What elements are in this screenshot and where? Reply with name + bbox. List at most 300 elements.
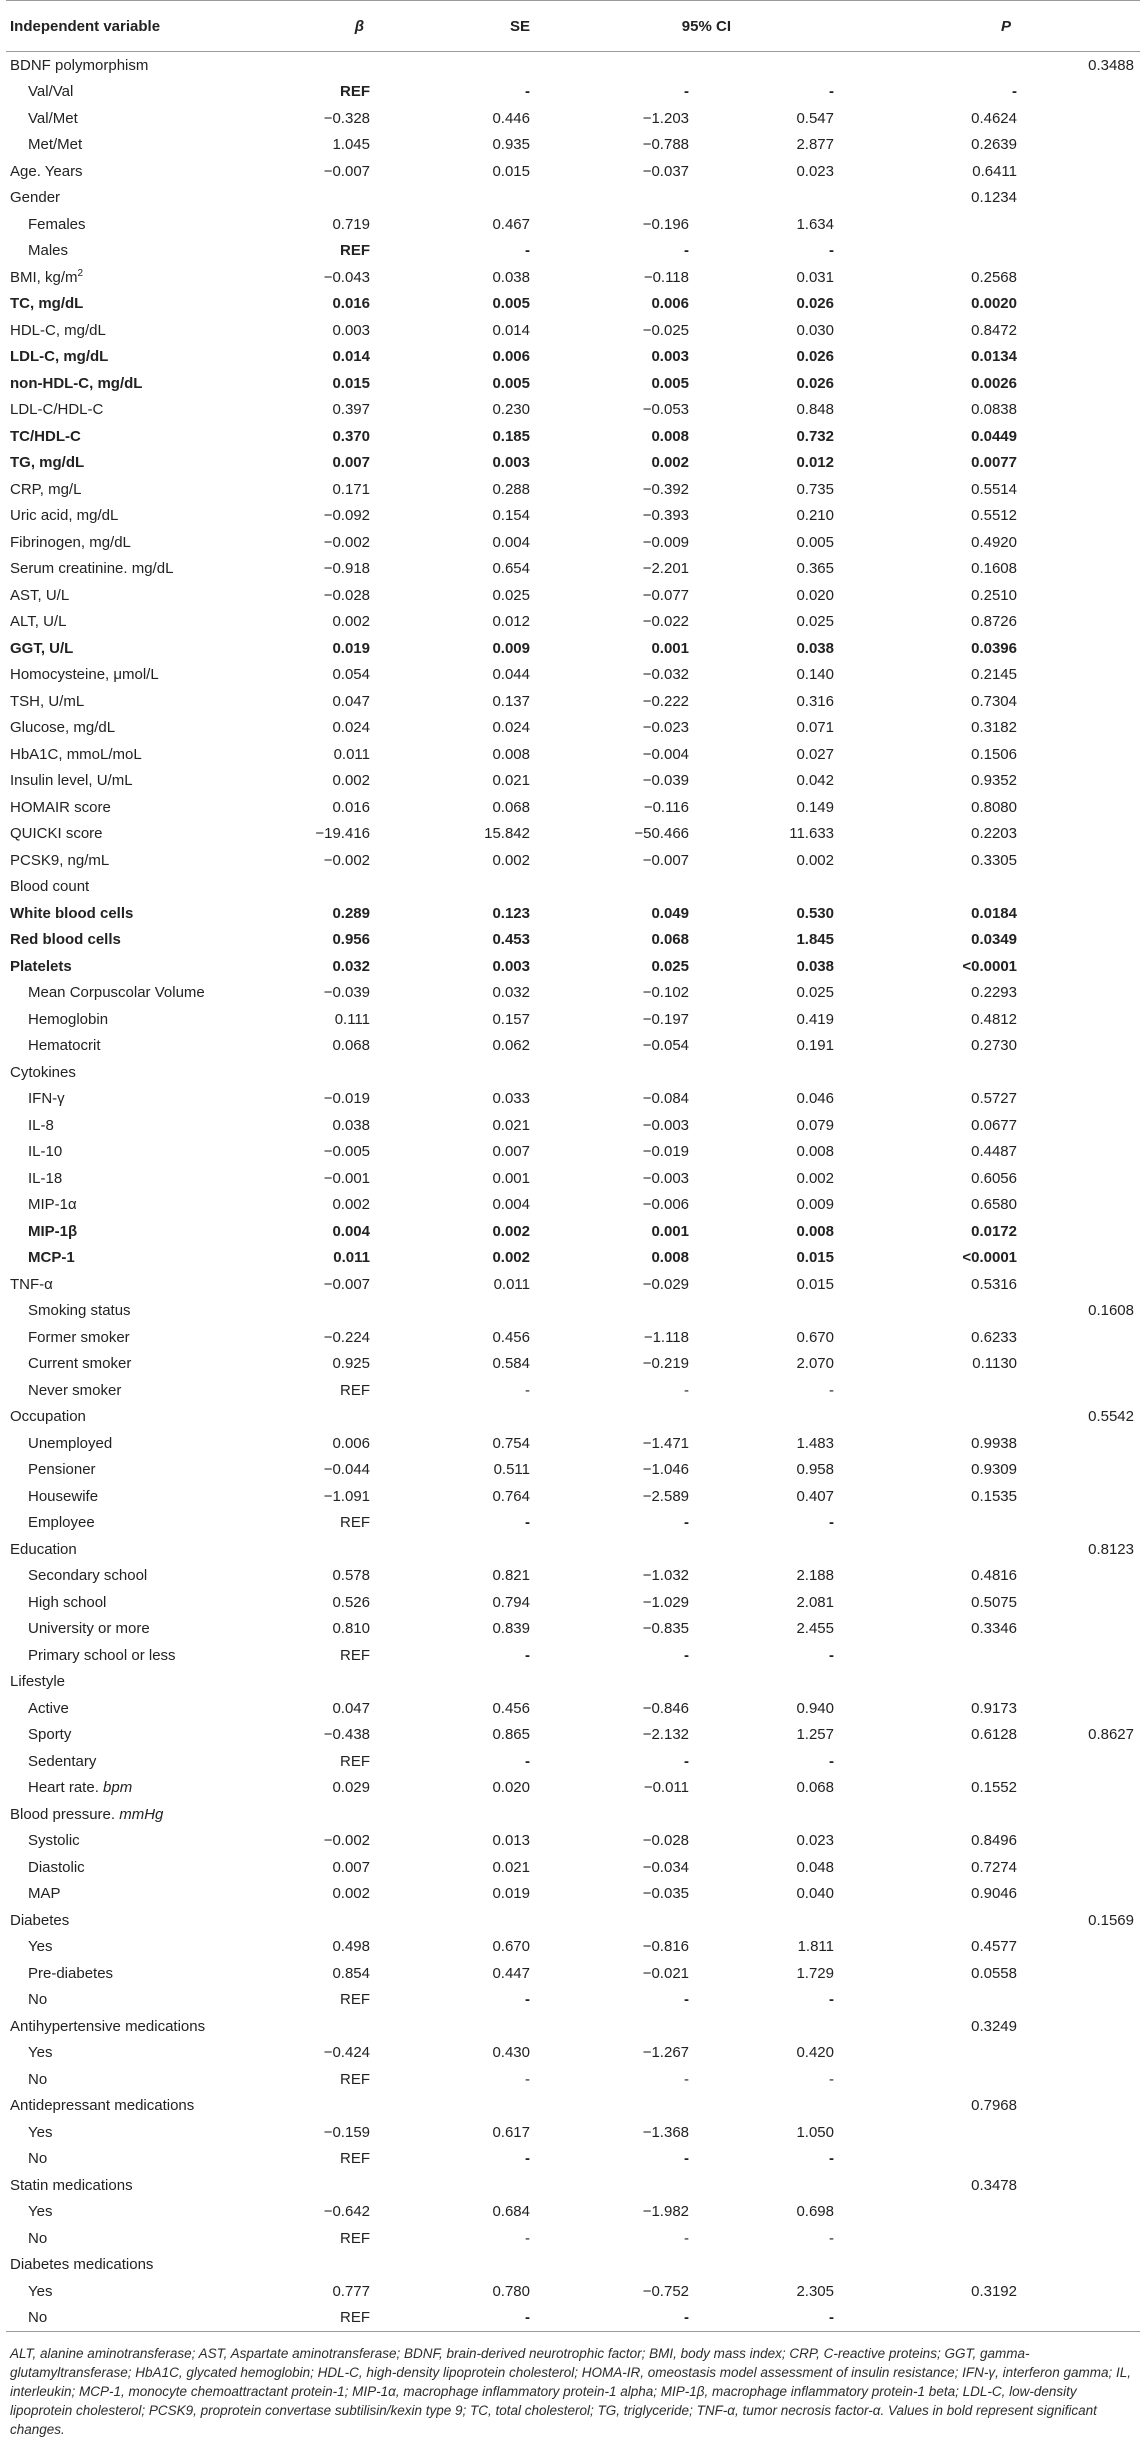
header-p: P — [1000, 17, 1011, 35]
cell-p-value: 0.3192 — [971, 2282, 1017, 2300]
table-row — [6, 1695, 1140, 1722]
table-row — [6, 79, 1140, 106]
cell-ci-upper: 0.670 — [796, 1328, 834, 1346]
table-row — [6, 2146, 1140, 2173]
cell-ci-upper: 0.698 — [796, 2203, 834, 2221]
cell-p-overall — [1061, 1616, 1140, 1643]
cell-p-value: <0.0001 — [962, 1249, 1017, 1267]
cell-ci-lower: −0.034 — [642, 1858, 689, 1876]
cell-p-overall — [1061, 1139, 1140, 1166]
row-label-text: Yes — [28, 2203, 53, 2221]
table-row — [6, 556, 1140, 583]
cell-p-overall — [1061, 2172, 1140, 2199]
cell-ci-upper: 0.068 — [796, 1779, 834, 1797]
cell-ci-upper: 0.210 — [796, 507, 834, 525]
cell-ci-lower: 0.003 — [651, 348, 689, 366]
row-label — [6, 874, 297, 901]
cell-p-overall — [1061, 1430, 1140, 1457]
row-label — [6, 1854, 297, 1881]
row-label-text: Yes — [28, 2044, 53, 2062]
cell-p-overall — [1061, 2013, 1140, 2040]
cell-se: - — [525, 1752, 530, 1770]
cell-p-overall — [1061, 953, 1140, 980]
cell-p-overall — [1061, 1695, 1140, 1722]
cell-p-value: 0.8726 — [971, 613, 1017, 631]
cell-p-value: 0.4920 — [971, 533, 1017, 551]
cell-se: - — [525, 2070, 530, 2088]
cell-se: 0.839 — [492, 1620, 530, 1638]
cell-beta: −0.642 — [323, 2203, 370, 2221]
cell-se: 0.011 — [493, 1275, 530, 1293]
cell-se: 0.025 — [492, 586, 530, 604]
cell-ci-upper: 0.002 — [796, 1169, 834, 1187]
cell-beta: 0.719 — [332, 215, 370, 233]
cell-p-overall — [1061, 397, 1140, 424]
row-label — [6, 1192, 297, 1219]
row-label — [6, 503, 297, 530]
cell-se: 0.185 — [492, 427, 530, 445]
cell-beta: −0.002 — [323, 1832, 370, 1850]
cell-p-value: 0.1506 — [971, 745, 1017, 763]
row-label — [6, 1245, 297, 1272]
row-label-superscript: 2 — [77, 267, 84, 279]
cell-ci-lower: −0.021 — [642, 1964, 689, 1982]
table-row — [6, 1801, 1140, 1828]
cell-beta — [297, 874, 414, 901]
cell-p-overall — [1061, 609, 1140, 636]
cell-se: 0.021 — [492, 1116, 530, 1134]
table-row — [6, 158, 1140, 185]
table-row — [6, 1430, 1140, 1457]
cell-se: 0.014 — [492, 321, 530, 339]
cell-p-value — [886, 1059, 1061, 1086]
row-label-text: MAP — [28, 1885, 61, 1903]
table-row — [6, 1934, 1140, 1961]
row-label-text: IL-8 — [28, 1116, 54, 1134]
row-label — [6, 1112, 297, 1139]
cell-ci-lower: - — [684, 1514, 689, 1532]
header-ci-upper — [731, 1, 886, 52]
cell-ci-upper: 0.079 — [796, 1116, 834, 1134]
row-label-text: Females — [28, 215, 86, 233]
cell-p-value — [886, 1669, 1061, 1696]
table-row — [6, 2040, 1140, 2067]
row-label-text: Antidepressant medications — [10, 2097, 195, 2115]
row-label — [6, 1695, 297, 1722]
cell-p-value — [886, 238, 1061, 265]
cell-ci-upper: 0.958 — [796, 1461, 834, 1479]
cell-se: - — [525, 83, 530, 101]
cell-p-overall — [1061, 1192, 1140, 1219]
cell-se: 0.008 — [492, 745, 530, 763]
cell-p-overall — [1061, 2093, 1140, 2120]
cell-se: 0.002 — [492, 1222, 530, 1240]
regression-table — [6, 1, 1140, 2332]
cell-se: - — [525, 1381, 530, 1399]
row-label-text: Systolic — [28, 1832, 80, 1850]
cell-p-overall — [1061, 529, 1140, 556]
cell-ci-upper: 2.877 — [796, 136, 834, 154]
cell-beta: −0.039 — [323, 984, 370, 1002]
cell-p-overall — [1061, 344, 1140, 371]
cell-p-overall — [1061, 1669, 1140, 1696]
cell-beta: 0.289 — [332, 904, 370, 922]
cell-p-overall — [1061, 582, 1140, 609]
cell-beta: 0.002 — [332, 1885, 370, 1903]
row-label — [6, 953, 297, 980]
table-row — [6, 1669, 1140, 1696]
row-label — [6, 370, 297, 397]
cell-ci-lower: - — [684, 83, 689, 101]
cell-p-value: 0.3478 — [971, 2176, 1017, 2194]
cell-beta: 0.068 — [332, 1037, 370, 1055]
cell-beta — [297, 1801, 414, 1828]
row-label — [6, 927, 297, 954]
cell-p-overall — [1061, 105, 1140, 132]
table-row — [6, 423, 1140, 450]
table-row — [6, 132, 1140, 159]
cell-p-overall — [1061, 1324, 1140, 1351]
table-row — [6, 1192, 1140, 1219]
row-label-text: Secondary school — [28, 1567, 148, 1585]
table-row — [6, 1457, 1140, 1484]
row-label-text: Met/Met — [28, 136, 83, 154]
table-row — [6, 1563, 1140, 1590]
cell-p-value: 0.0134 — [971, 348, 1017, 366]
cell-ci-lower: −0.084 — [642, 1090, 689, 1108]
cell-ci-lower: −0.816 — [642, 1938, 689, 1956]
cell-ci-upper: 2.070 — [796, 1355, 834, 1373]
cell-se: - — [525, 1514, 530, 1532]
row-label-text: Serum creatinine. mg/dL — [10, 560, 174, 578]
cell-beta: 0.397 — [332, 401, 370, 419]
row-label-text: No — [28, 2309, 48, 2327]
row-label-text: Yes — [28, 2282, 53, 2300]
cell-beta: 0.956 — [332, 931, 370, 949]
cell-se: - — [525, 1646, 530, 1664]
cell-p-overall: 0.8627 — [1088, 1726, 1134, 1744]
row-label — [6, 2252, 297, 2279]
cell-beta: −0.043 — [323, 268, 370, 286]
table-row — [6, 1987, 1140, 2014]
row-label — [6, 476, 297, 503]
row-label — [6, 2040, 297, 2067]
table-row — [6, 317, 1140, 344]
cell-p-overall — [1061, 79, 1140, 106]
cell-p-overall — [1061, 1960, 1140, 1987]
row-label-text: LDL-C/HDL-C — [10, 401, 104, 419]
row-label — [6, 1563, 297, 1590]
row-label-text: MIP-1α — [28, 1196, 77, 1214]
cell-ci-upper — [731, 1669, 886, 1696]
cell-p-value: 0.0026 — [971, 374, 1017, 392]
cell-p-overall — [1061, 1006, 1140, 1033]
cell-ci-lower: −0.023 — [642, 719, 689, 737]
cell-ci-upper: 0.027 — [796, 745, 834, 763]
cell-ci-lower: −0.846 — [642, 1699, 689, 1717]
cell-p-overall: 0.8123 — [1088, 1540, 1134, 1558]
table-header-row — [6, 1, 1140, 52]
row-label-text: Diastolic — [28, 1858, 85, 1876]
cell-beta: −0.005 — [323, 1143, 370, 1161]
cell-p-overall — [1061, 1828, 1140, 1855]
cell-se: 0.123 — [492, 904, 530, 922]
cell-se: 0.821 — [492, 1567, 530, 1585]
cell-ci-upper: 0.038 — [796, 639, 834, 657]
cell-ci-lower: −2.201 — [642, 560, 689, 578]
row-label — [6, 609, 297, 636]
row-label — [6, 1642, 297, 1669]
cell-ci-upper: - — [829, 2150, 834, 2168]
row-label-text: Housewife — [28, 1487, 99, 1505]
cell-se: 0.780 — [492, 2282, 530, 2300]
cell-beta: 0.925 — [332, 1355, 370, 1373]
row-label — [6, 344, 297, 371]
cell-p-overall — [1061, 2252, 1140, 2279]
cell-p-value — [886, 1404, 1061, 1431]
cell-se: 0.002 — [492, 1249, 530, 1267]
cell-beta — [297, 52, 414, 79]
cell-beta — [297, 1907, 414, 1934]
cell-se: 0.794 — [492, 1593, 530, 1611]
cell-ci-lower: −1.032 — [642, 1567, 689, 1585]
cell-ci-lower: −0.009 — [642, 533, 689, 551]
row-label-text: BMI, kg/m — [10, 268, 78, 286]
row-label — [6, 1775, 297, 1802]
cell-p-value: 0.9046 — [971, 1885, 1017, 1903]
cell-ci-upper — [731, 52, 886, 79]
cell-p-overall — [1061, 1589, 1140, 1616]
cell-beta: 0.047 — [332, 692, 370, 710]
cell-ci-upper: 0.008 — [796, 1143, 834, 1161]
cell-ci-upper: 0.002 — [796, 851, 834, 869]
cell-p-value — [886, 1536, 1061, 1563]
cell-se: 0.584 — [492, 1355, 530, 1373]
row-label-text: Homocysteine, μmol/L — [10, 666, 159, 684]
cell-ci-upper — [731, 2093, 886, 2120]
row-label-text: IL-10 — [28, 1143, 63, 1161]
cell-beta: 0.578 — [332, 1567, 370, 1585]
cell-ci-lower: 0.001 — [651, 639, 689, 657]
row-label-text: TSH, U/mL — [10, 692, 85, 710]
cell-p-value: 0.3249 — [971, 2017, 1017, 2035]
cell-p-overall: 0.1569 — [1088, 1911, 1134, 1929]
cell-ci-lower: - — [684, 1752, 689, 1770]
cell-p-overall — [1061, 741, 1140, 768]
row-label — [6, 529, 297, 556]
row-label-text: Employee — [28, 1514, 95, 1532]
cell-p-overall — [1061, 291, 1140, 318]
table-row — [6, 2199, 1140, 2226]
cell-p-overall: 0.5542 — [1088, 1408, 1134, 1426]
table-row — [6, 2172, 1140, 2199]
cell-ci-upper: 0.026 — [796, 295, 834, 313]
row-label-text: AST, U/L — [10, 586, 70, 604]
row-label-text: Fibrinogen, mg/dL — [10, 533, 131, 551]
cell-se — [414, 1801, 572, 1828]
table-row — [6, 1960, 1140, 1987]
cell-ci-lower: −1.471 — [642, 1434, 689, 1452]
table-row — [6, 794, 1140, 821]
table-row — [6, 476, 1140, 503]
header-independent-variable: Independent variable — [10, 17, 161, 35]
cell-ci-lower — [572, 1059, 731, 1086]
cell-ci-upper: - — [829, 1514, 834, 1532]
cell-p-value — [886, 2040, 1061, 2067]
table-row — [6, 2093, 1140, 2120]
row-label-text: HDL-C, mg/dL — [10, 321, 106, 339]
cell-ci-upper: 0.071 — [796, 719, 834, 737]
cell-ci-lower: −1.368 — [642, 2123, 689, 2141]
cell-se: 0.021 — [492, 772, 530, 790]
row-label — [6, 1165, 297, 1192]
cell-ci-lower: −0.222 — [642, 692, 689, 710]
cell-se: 0.062 — [492, 1037, 530, 1055]
row-label — [6, 1960, 297, 1987]
cell-ci-lower: −0.077 — [642, 586, 689, 604]
cell-ci-lower: −0.003 — [642, 1169, 689, 1187]
cell-beta: 0.007 — [332, 454, 370, 472]
cell-ci-lower: −0.019 — [642, 1143, 689, 1161]
table-row — [6, 1510, 1140, 1537]
row-label-text: Uric acid, mg/dL — [10, 507, 119, 525]
cell-se: 0.670 — [492, 1938, 530, 1956]
cell-p-value: 0.1535 — [971, 1487, 1017, 1505]
cell-p-value: <0.0001 — [962, 957, 1017, 975]
cell-se — [414, 185, 572, 212]
table-row — [6, 768, 1140, 795]
row-label — [6, 821, 297, 848]
table-row — [6, 2066, 1140, 2093]
cell-beta: −0.918 — [323, 560, 370, 578]
row-label — [6, 1218, 297, 1245]
cell-ci-lower: −1.982 — [642, 2203, 689, 2221]
cell-beta: 0.498 — [332, 1938, 370, 1956]
row-label-text: Pensioner — [28, 1461, 96, 1479]
cell-ci-upper: 0.048 — [796, 1858, 834, 1876]
cell-ci-upper — [731, 185, 886, 212]
cell-se — [414, 1059, 572, 1086]
cell-ci-lower: −0.007 — [642, 851, 689, 869]
cell-beta: REF — [340, 1646, 370, 1664]
row-label-text: Occupation — [10, 1408, 86, 1426]
cell-p-overall — [1061, 662, 1140, 689]
cell-se — [414, 2093, 572, 2120]
cell-ci-lower: 0.001 — [651, 1222, 689, 1240]
cell-p-value: 0.5316 — [971, 1275, 1017, 1293]
table-row — [6, 1854, 1140, 1881]
cell-ci-lower: −0.054 — [642, 1037, 689, 1055]
row-label — [6, 1801, 297, 1828]
cell-p-value: 0.0558 — [971, 1964, 1017, 1982]
cell-ci-upper: 0.547 — [796, 109, 834, 127]
cell-beta: 0.011 — [333, 745, 370, 763]
table-row — [6, 1907, 1140, 1934]
cell-se: 0.453 — [492, 931, 530, 949]
cell-p-value: - — [1012, 83, 1017, 101]
table-row — [6, 874, 1140, 901]
table-row — [6, 821, 1140, 848]
row-label-text: Age. Years — [10, 162, 83, 180]
cell-ci-upper: 0.030 — [796, 321, 834, 339]
cell-p-overall — [1061, 1245, 1140, 1272]
cell-p-value: 0.0172 — [971, 1222, 1017, 1240]
cell-ci-upper: 0.038 — [796, 957, 834, 975]
cell-ci-upper: 0.316 — [796, 692, 834, 710]
table-row — [6, 1006, 1140, 1033]
cell-p-overall — [1061, 158, 1140, 185]
row-label-text: Statin medications — [10, 2176, 133, 2194]
cell-ci-upper — [731, 1907, 886, 1934]
cell-ci-upper: 0.005 — [796, 533, 834, 551]
cell-ci-lower — [572, 185, 731, 212]
cell-p-value — [886, 1642, 1061, 1669]
cell-p-overall — [1061, 2305, 1140, 2332]
row-label-text: No — [28, 2070, 48, 2088]
cell-ci-lower: −0.392 — [642, 480, 689, 498]
row-label-text: PCSK9, ng/mL — [10, 851, 110, 869]
cell-p-overall — [1061, 1510, 1140, 1537]
row-label — [6, 264, 297, 291]
cell-p-overall — [1061, 2225, 1140, 2252]
row-label — [6, 2119, 297, 2146]
cell-p-overall — [1061, 715, 1140, 742]
cell-p-value — [886, 2225, 1061, 2252]
cell-p-overall — [1061, 1563, 1140, 1590]
cell-p-overall — [1061, 900, 1140, 927]
cell-beta: −0.438 — [323, 1726, 370, 1744]
row-label-text: Primary school or less — [28, 1646, 176, 1664]
row-label-text: Diabetes — [10, 1911, 70, 1929]
cell-ci-upper: - — [829, 1752, 834, 1770]
cell-p-value: 0.0396 — [971, 639, 1017, 657]
cell-p-overall — [1061, 370, 1140, 397]
cell-p-overall — [1061, 2040, 1140, 2067]
cell-p-value: 0.0449 — [971, 427, 1017, 445]
cell-beta: 0.029 — [332, 1779, 370, 1797]
cell-p-overall: 0.1608 — [1088, 1302, 1134, 1320]
cell-ci-lower: −0.022 — [642, 613, 689, 631]
cell-beta: 0.007 — [332, 1858, 370, 1876]
cell-ci-lower: −0.118 — [643, 268, 689, 286]
row-label-unit: mmHg — [119, 1805, 164, 1823]
cell-se: 0.005 — [492, 374, 530, 392]
row-label — [6, 715, 297, 742]
cell-ci-lower: −0.788 — [642, 136, 689, 154]
row-label-text: GGT, U/L — [10, 639, 74, 657]
row-label-text: Sporty — [28, 1726, 72, 1744]
cell-ci-upper: 1.483 — [796, 1434, 834, 1452]
cell-beta: 0.016 — [332, 295, 370, 313]
table-row — [6, 238, 1140, 265]
table-row — [6, 1881, 1140, 1908]
table-row — [6, 1642, 1140, 1669]
row-label — [6, 1324, 297, 1351]
cell-p-overall — [1061, 2199, 1140, 2226]
cell-ci-upper: 2.188 — [796, 1567, 834, 1585]
row-label-text: Diabetes medications — [10, 2256, 154, 2274]
row-label-text: No — [28, 2150, 48, 2168]
cell-se: 0.033 — [492, 1090, 530, 1108]
cell-p-overall — [1061, 768, 1140, 795]
row-label-text: Hemoglobin — [28, 1010, 109, 1028]
table-row — [6, 1298, 1140, 1325]
cell-beta: REF — [340, 1514, 370, 1532]
cell-p-overall — [1061, 556, 1140, 583]
cell-se: 0.044 — [492, 666, 530, 684]
row-label-text: Heart rate. — [28, 1779, 104, 1797]
table-row — [6, 211, 1140, 238]
